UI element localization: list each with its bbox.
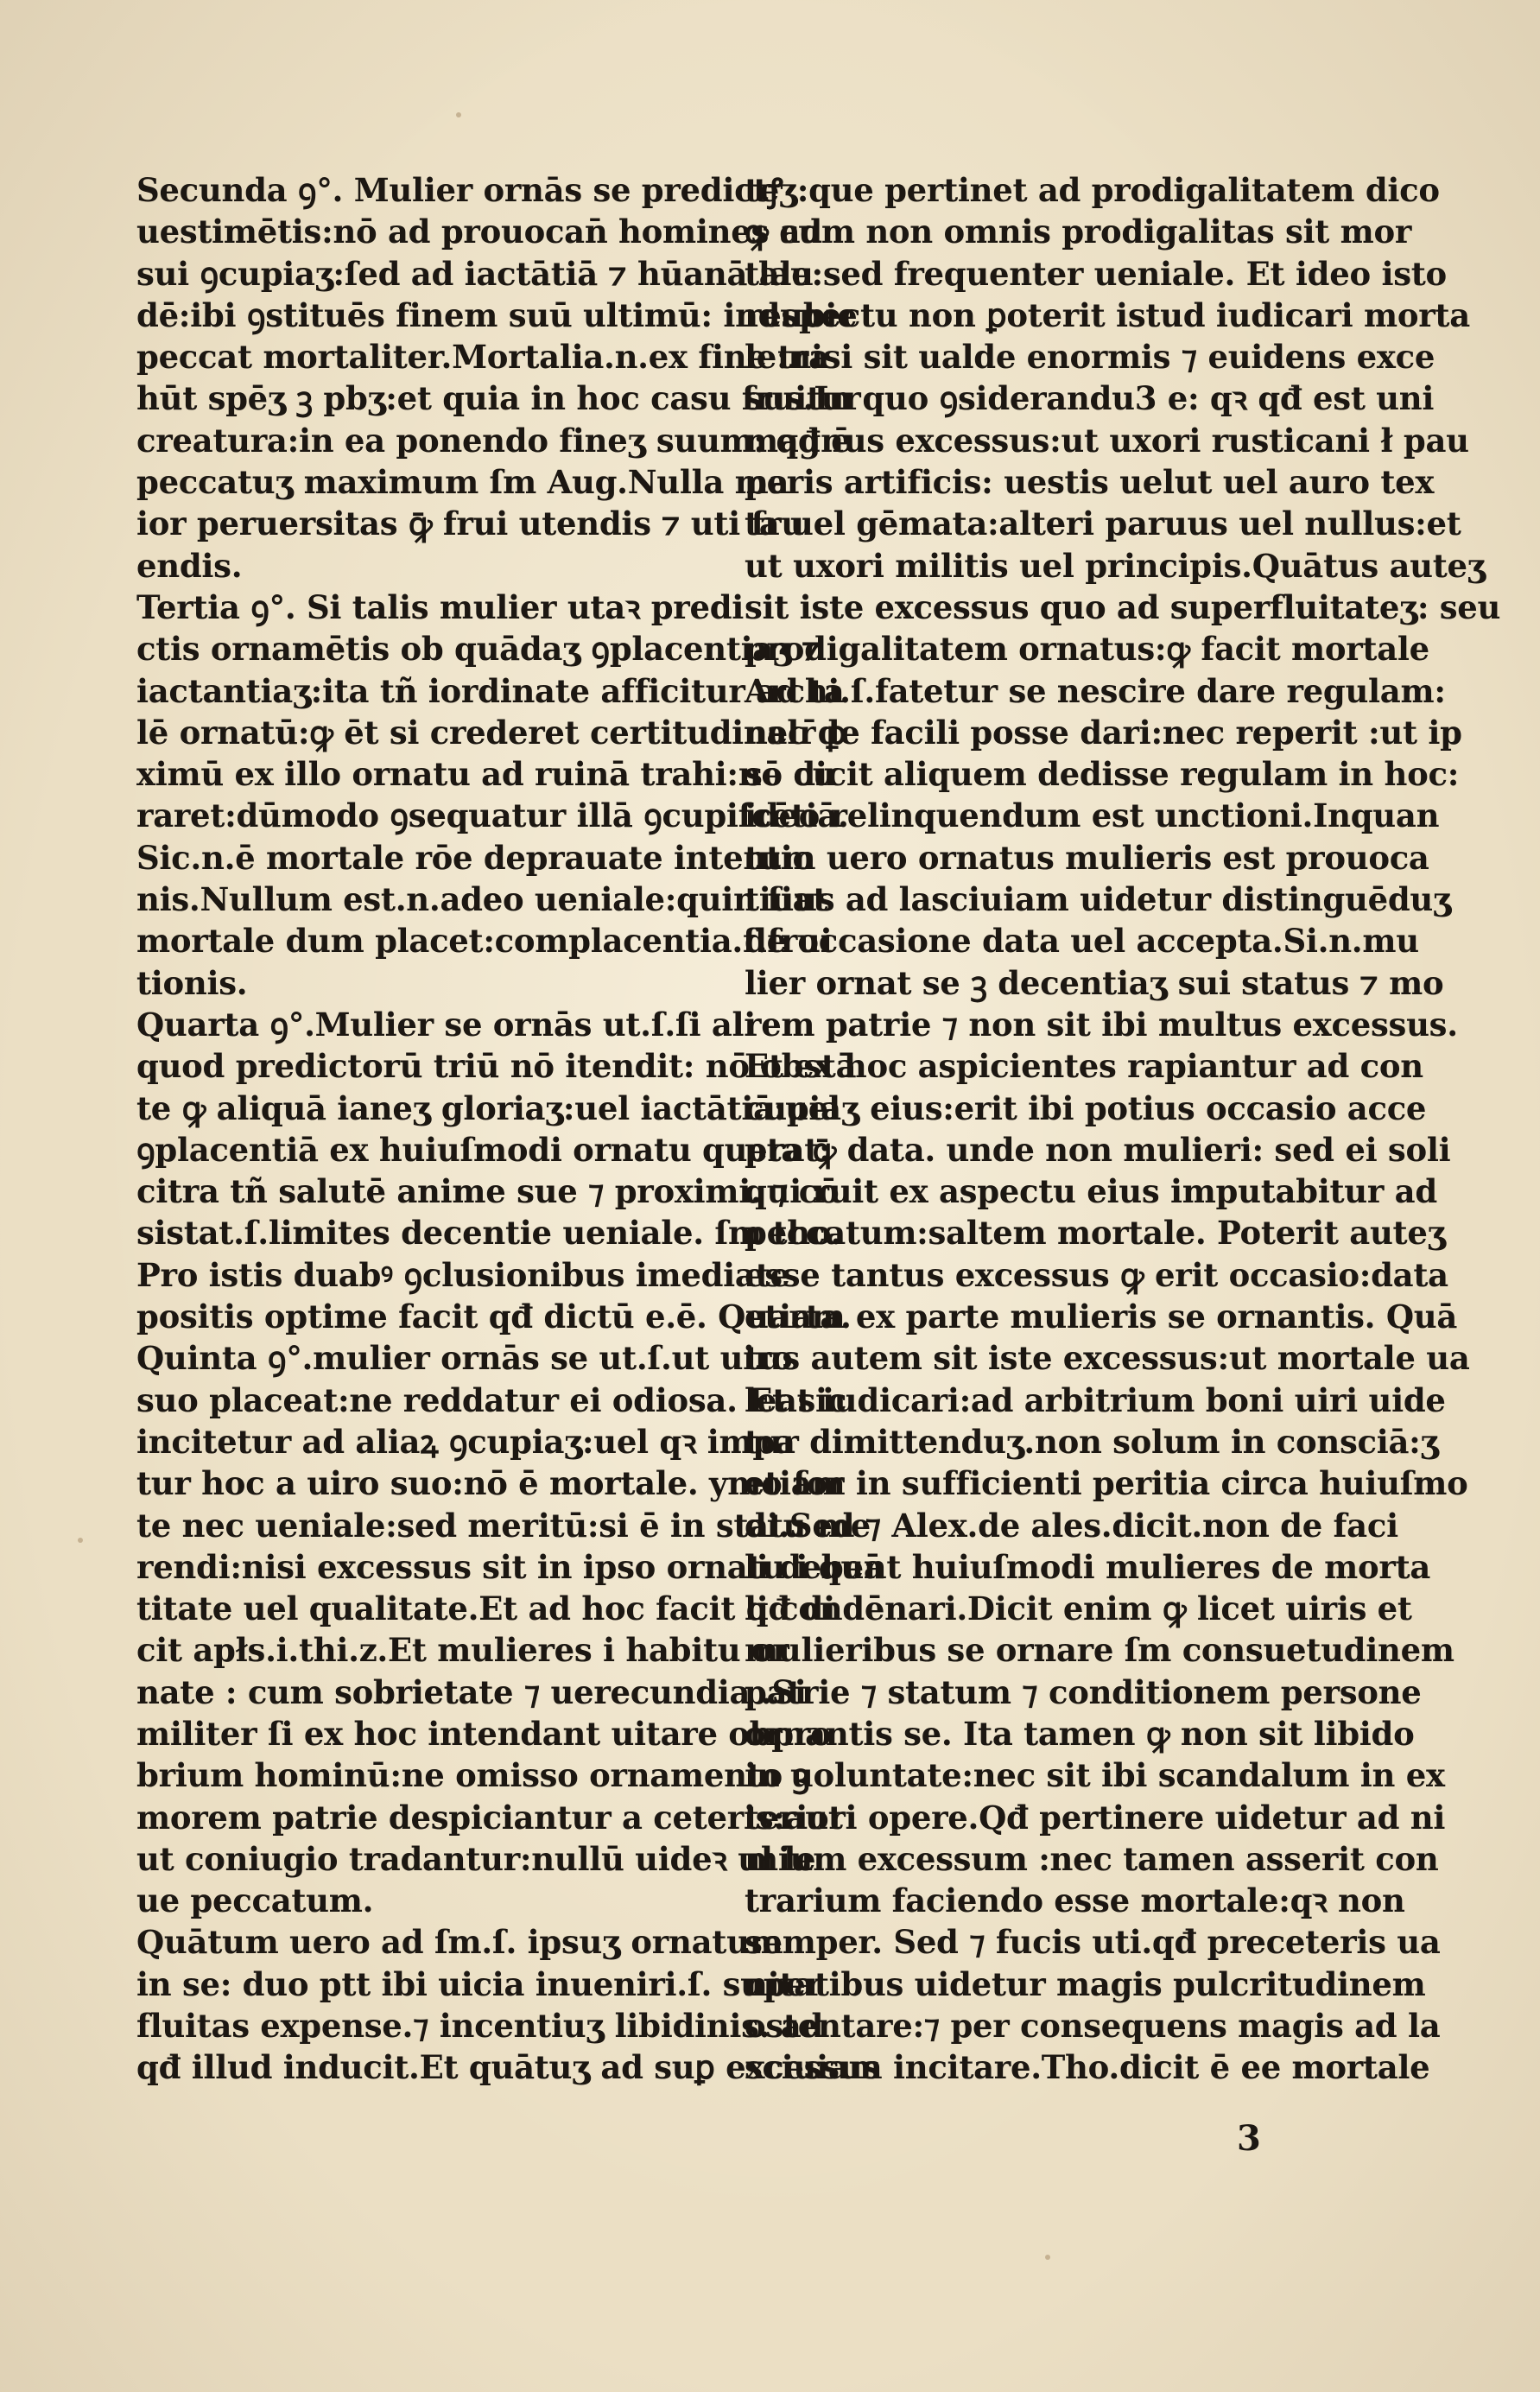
text-line: Tertia ꝯ°. Si talis mulier utaꝛ predi xyxy=(136,587,745,626)
text-line: sui ꝯcupiaʒ:ſed ad iactātiā ⁊ hūanā lau xyxy=(136,254,814,293)
text-line: patrie ⁊ statum ⁊ conditionem persone xyxy=(745,1672,1422,1711)
text-line: raret:dūmodo ꝯsequatur illā ꝯcupiſcētiā. xyxy=(136,796,849,835)
text-line: semper. Sed ⁊ fucis uti.qđ preceteris ua xyxy=(745,1923,1441,1962)
text-line: in uoluntate:nec sit ibi scandalum in ex xyxy=(745,1756,1445,1795)
text-line: nitatibus uidetur magis pulcritudinem xyxy=(745,1964,1426,2003)
text-line: ornantis se. Ita tamen ꝙ non sit libido xyxy=(745,1714,1415,1753)
text-line: ut uxori militis uel principis.Quātus auteʒ xyxy=(745,546,1486,585)
text-line: peccatuʒ maximum ſm Aug.Nulla ma xyxy=(136,463,789,502)
text-line: prodigalitatem ornatus:ꝙ facit mortale xyxy=(745,630,1429,669)
text-line: ximū ex illo ornatu ad ruinā trahi:nō cu xyxy=(136,755,836,794)
text-line: citra tñ salutē anime sue ⁊ proximi. ⁊ cō xyxy=(136,1172,840,1211)
text-line: li condēnari.Dicit enim ꝙ licet uiris et xyxy=(745,1589,1412,1628)
text-line: fluitas expense.⁊ incentiuʒ libidinis. ad xyxy=(136,2007,824,2046)
text-line: endis. xyxy=(136,546,243,585)
text-line: etiam ex parte mulieris se ornantis. Quā xyxy=(745,1298,1458,1336)
text-line: ue peccatum. xyxy=(136,1881,374,1920)
text-line: magnus excessus:ut uxori rusticani ł pau xyxy=(745,421,1469,460)
text-line: li debent huiuſmodi mulieres de morta xyxy=(745,1547,1431,1586)
text-line: militer ſi ex hoc intendant uitare obpro xyxy=(136,1714,832,1753)
text-line: positis optime facit qđ dictū e.ē. Quarta. xyxy=(136,1298,852,1336)
text-line: qui ruit ex aspectu eius imputabitur ad xyxy=(745,1172,1437,1211)
text-line: pta ꝙ̄ data. unde non mulieri: sed ei soli xyxy=(745,1130,1451,1169)
text-line: suo placeat:ne reddatur ei odiosa. Et sic xyxy=(136,1380,847,1419)
text-line: tus autem sit iste excessus:ut mortale ua xyxy=(745,1339,1470,1378)
text-line: iactantiaʒ:ita tñ iordinate afficitur ad ta xyxy=(136,671,845,710)
text-line: tum uero ornatus mulieris est prouoca xyxy=(745,838,1429,877)
text-line: ostentare:⁊ per consequens magis ad la xyxy=(745,2007,1441,2046)
text-line: sciuiam incitare.Tho.dicit ē ee mortale xyxy=(745,2048,1430,2087)
text-line: ꝙ cum non omnis prodigalitas sit mor xyxy=(745,213,1412,251)
text-line: Quinta ꝯ°.mulier ornās se ut.ſ.ut uiro xyxy=(136,1339,793,1378)
text-line: le:nisi sit ualde enormis ⁊ euidens exce xyxy=(745,338,1435,377)
text-line: etiam in sufficienti peritia circa huiuſmo xyxy=(745,1464,1468,1503)
text-line: leat iudicari:ad arbitrium boni uiri uide xyxy=(745,1380,1446,1419)
text-line: sistat.ſ.limites decentie ueniale. ſm tho. xyxy=(136,1214,842,1253)
text-line: mortale dum placet:complacentia.ſ.frui xyxy=(136,922,833,961)
text-line: brium hominū:ne omisso ornamento ꝫ xyxy=(136,1756,810,1795)
text-line: in se: duo ptt ibi uicia inueniri.ſ. super xyxy=(136,1964,822,2003)
text-line: se dicit aliquem dedisse regulam in hoc: xyxy=(745,755,1460,794)
text-line: te ꝙ aliquā ianeʒ gloriaʒ:uel iactātiā:uel xyxy=(136,1088,840,1127)
text-line: tale:sed frequenter ueniale. Et ideo isto xyxy=(745,254,1447,293)
text-line: mulieribus se ornare ſm consuetudinem xyxy=(745,1631,1454,1670)
text-line: trarium faciendo esse mortale:qꝛ non xyxy=(745,1881,1405,1920)
page-number: 3 xyxy=(1237,2118,1261,2159)
paper-speck xyxy=(456,112,461,117)
text-line: nis.Nullum est.n.adeo ueniale:quin fiat xyxy=(136,880,828,919)
text-line: ideo relinquendum est unctioni.Inquan xyxy=(745,796,1440,835)
text-line: Sic.n.ē mortale rōe deprauate intentio xyxy=(136,838,814,877)
text-line: lē ornatū:ꝙ ēt si crederet certitudinalr̄ ꝑ xyxy=(136,713,846,752)
text-line: sus.In quo ꝯsiderandu3 e: qꝛ qđ est uni xyxy=(745,379,1435,418)
paper-speck xyxy=(1045,2255,1050,2260)
text-line: rendi:nisi excessus sit in ipso ornatu i quā xyxy=(136,1547,884,1586)
text-line: de occasione data uel accepta.Si.n.mu xyxy=(745,922,1419,961)
text-line: sit iste excessus quo ad superfluitateʒ: seu xyxy=(745,587,1501,626)
text-line: teʒ:que pertinet ad prodigalitatem dico xyxy=(745,171,1440,209)
text-line: di.Sed ⁊ Alex.de ales.dicit.non de faci xyxy=(745,1506,1398,1545)
text-line: Quarta ꝯ°.Mulier se ornās ut.ſ.ſi ali xyxy=(136,1005,757,1044)
text-line: Et ex hoc aspicientes rapiantur ad con xyxy=(745,1047,1423,1086)
text-line: dē:ibi ꝯstituēs finem suū ultimū: indubie xyxy=(136,295,858,334)
text-line: ior peruersitas ꝙ̄ frui utendis ⁊ uti fru xyxy=(136,504,804,543)
text-line: Archi.ſ.fatetur se nescire dare regulam: xyxy=(745,671,1446,710)
text-line: incitetur ad aliaꝝ ꝯcupiaʒ:uel qꝛ impa xyxy=(136,1422,795,1461)
text-line: nate : cum sobrietate ⁊ uerecundia .Si xyxy=(136,1672,807,1711)
text-line: titate uel qualitate.Et ad hoc facit qđ di xyxy=(136,1589,835,1628)
text-line: peccatum:saltem mortale. Poterit auteʒ xyxy=(745,1214,1446,1253)
text-line: teriori opere.Qđ pertinere uidetur ad ni xyxy=(745,1798,1446,1837)
left-text-column xyxy=(136,169,884,2089)
text-line: rem patrie ⁊ non sit ibi multus excessus. xyxy=(745,1005,1458,1044)
text-line: morem patrie despiciantur a ceteris:aut xyxy=(136,1798,843,1837)
text-line: tur dimittenduʒ.non solum in consciā:ʒ xyxy=(745,1422,1439,1461)
text-line: ta uel gēmata:alteri paruus uel nullus:et xyxy=(745,504,1461,543)
text-line: ctis ornamētis ob quādaʒ ꝯplacentiaʒ ⁊ xyxy=(136,630,821,669)
text-line: peris artificis: uestis uelut uel auro tex xyxy=(745,463,1435,502)
text-line: cit apłs.i.thi.z.Et mulieres i habitu or xyxy=(136,1631,789,1670)
text-line: tur hoc a uiro suo:nō ē mortale. ymo for xyxy=(136,1464,845,1503)
text-line: mium excessum :nec tamen asserit con xyxy=(745,1839,1439,1878)
text-line: tionis. xyxy=(136,963,248,1002)
text-line: Secunda ꝯ°. Mulier ornās se predictꝭ xyxy=(136,171,783,209)
text-line: ꝯplacentiā ex huiuſmodi ornatu querat: xyxy=(136,1130,831,1169)
text-line: tiuus ad lasciuiam uidetur distinguēduʒ xyxy=(745,880,1451,919)
text-line: qđ illud inducit.Et quātuʒ ad suꝑ excessus xyxy=(136,2048,880,2087)
text-line: nec de facili posse dari:nec reperit :ut ip xyxy=(745,713,1462,752)
text-line: hūt spēʒ ꝫ pbʒ:et quia in hoc casu fruitur xyxy=(136,379,861,418)
text-line: quod predictorū triū nō itendit: nō obstā xyxy=(136,1047,857,1086)
text-line: respectu non ꝑoterit istud iudicari morta xyxy=(745,295,1470,334)
text-line: creatura:in ea ponendo fineʒ suum: qđ ē xyxy=(136,421,852,460)
text-line: Quātum uero ad ſm.ſ. ipsuʒ ornatum xyxy=(136,1923,783,1962)
paper-speck xyxy=(78,1538,83,1543)
text-line: lier ornat se ꝫ decentiaʒ sui status ⁊ mo xyxy=(745,963,1444,1002)
text-line: peccat mortaliter.Mortalia.n.ex fine tra xyxy=(136,338,829,377)
text-line: te nec ueniale:sed meritū:si ē in statu me xyxy=(136,1506,871,1545)
text-line: Pro istis duabꝰ ꝯclusionibus imediate xyxy=(136,1255,790,1294)
right-text-column xyxy=(745,169,1501,2089)
text-line: esse tantus excessus ꝙ erit occasio:data xyxy=(745,1255,1448,1294)
text-line: cupiaʒ eius:erit ibi potius occasio acce xyxy=(745,1088,1427,1127)
text-line: uestimētis:nō ad prouocan̄ homines ad xyxy=(136,213,822,251)
text-line: ut coniugio tradantur:nullū uideꝛ uł le xyxy=(136,1839,816,1878)
